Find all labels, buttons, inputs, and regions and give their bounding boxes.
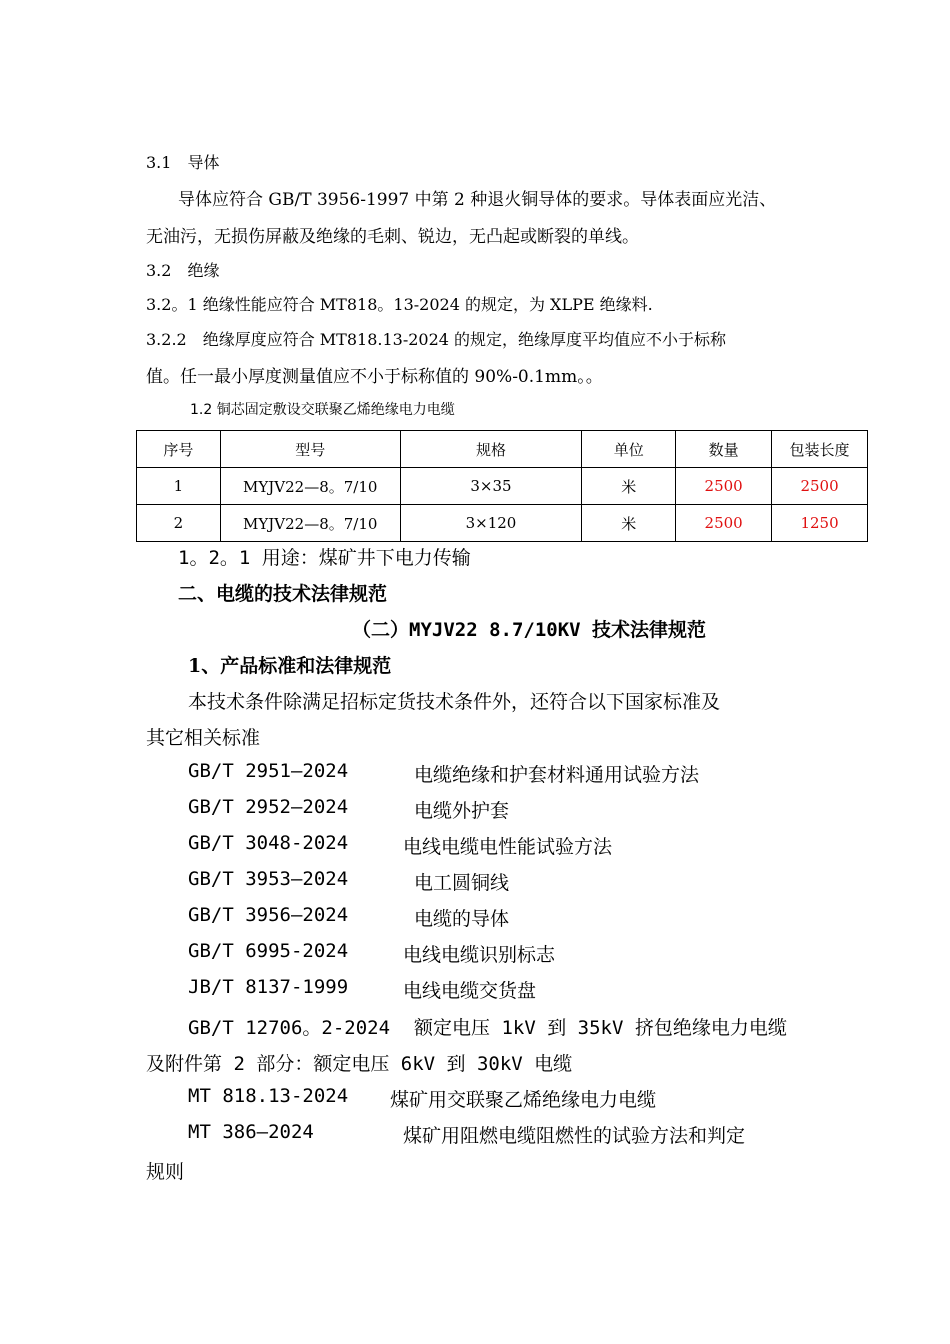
standard-name: 电缆绝缘和护套材料通用试验方法 <box>414 764 700 786</box>
header-cell: 包装长度 <box>772 431 868 468</box>
usage-line: 1。2。1 用途：煤矿井下电力传输 <box>178 547 471 569</box>
header-cell: 规格 <box>400 431 582 468</box>
table-cell: 米 <box>582 505 676 542</box>
section-3-2-heading: 3.2 绝缘 <box>146 261 220 280</box>
table-row <box>137 505 868 542</box>
header-cell: 单位 <box>582 431 676 468</box>
standard-name-continuation: 规则 <box>146 1161 185 1183</box>
standard-name: 电线电缆交货盘 <box>403 980 537 1002</box>
table-cell-quantity: 2500 <box>676 505 772 542</box>
subchapter-heading: （二）MYJV22 8.7/10KV 技术法律规范 <box>352 619 707 641</box>
standard-code: GB/T 2952—2024 <box>188 796 349 818</box>
section-3-2-2-text-line2: 值。任一最小厚度测量值应不小于标称值的 90%-0.1mm。。 <box>146 367 603 387</box>
standard-name-continuation: 及附件第 2 部分：额定电压 6kV 到 30kV 电缆 <box>146 1053 573 1075</box>
table-cell: 米 <box>582 468 676 505</box>
cable-spec-table <box>136 430 868 542</box>
standard-code: GB/T 3956—2024 <box>188 904 349 926</box>
intro-line1: 本技术条件除满足招标定货技术条件外，还符合以下国家标准及 <box>188 691 721 713</box>
standard-code: MT 818.13-2024 <box>188 1085 349 1107</box>
standard-name: 电缆外护套 <box>414 800 510 822</box>
standard-code: GB/T 12706。2-2024 <box>188 1017 391 1039</box>
standards-heading: 1、产品标准和法律规范 <box>188 655 392 677</box>
table-cell: 2 <box>137 505 221 542</box>
standard-code: GB/T 6995-2024 <box>188 940 349 962</box>
table-row <box>137 468 868 505</box>
section-3-1-text-line1: 导体应符合 GB/T 3956-1997 中第 2 种退火铜导体的要求。导体表面应光洁、 <box>178 190 777 210</box>
standard-code: MT 386—2024 <box>188 1121 314 1143</box>
standard-name: 电线电缆识别标志 <box>403 944 556 966</box>
table-cell: MYJV22—8。7/10 <box>220 505 400 542</box>
table-cell: 3×120 <box>400 505 582 542</box>
table-cell-length: 2500 <box>772 468 868 505</box>
standard-name: 电工圆铜线 <box>414 872 510 894</box>
standard-code: GB/T 3048-2024 <box>188 832 349 854</box>
standard-code: GB/T 3953—2024 <box>188 868 349 890</box>
standard-name: 电线电缆电性能试验方法 <box>403 836 613 858</box>
standard-code: JB/T 8137-1999 <box>188 976 349 998</box>
header-cell: 序号 <box>137 431 221 468</box>
table-cell-quantity: 2500 <box>676 468 772 505</box>
chapter-heading: 二、电缆的技术法律规范 <box>178 583 388 605</box>
standard-name: 电缆的导体 <box>414 908 510 930</box>
header-cell: 型号 <box>220 431 400 468</box>
table-cell: 1 <box>137 468 221 505</box>
section-3-2-1-text: 3.2。1 绝缘性能应符合 MT818。13-2024 的规定，为 XLPE 绝缘料. <box>146 295 653 314</box>
intro-line2: 其它相关标准 <box>146 727 261 749</box>
header-cell: 数量 <box>676 431 772 468</box>
standard-name: 煤矿用阻燃电缆阻燃性的试验方法和判定 <box>403 1125 746 1147</box>
table-header-row <box>137 431 868 468</box>
section-3-1-text-line2: 无油污，无损伤屏蔽及绝缘的毛刺、锐边，无凸起或断裂的单线。 <box>146 227 639 247</box>
table-cell: 3×35 <box>400 468 582 505</box>
section-3-1-heading: 3.1 导体 <box>146 153 220 172</box>
standard-code: GB/T 2951—2024 <box>188 760 349 782</box>
table-cell-length: 1250 <box>772 505 868 542</box>
table-caption: 1.2 铜芯固定敷设交联聚乙烯绝缘电力电缆 <box>190 402 455 418</box>
table-cell: MYJV22—8。7/10 <box>220 468 400 505</box>
standard-name: 额定电压 1kV 到 35kV 挤包绝缘电力电缆 <box>414 1017 787 1039</box>
standard-name: 煤矿用交联聚乙烯绝缘电力电缆 <box>390 1089 657 1111</box>
section-3-2-2-text-line1: 3.2.2 绝缘厚度应符合 MT818.13-2024 的规定，绝缘厚度平均值应不小于标称 <box>146 330 727 349</box>
